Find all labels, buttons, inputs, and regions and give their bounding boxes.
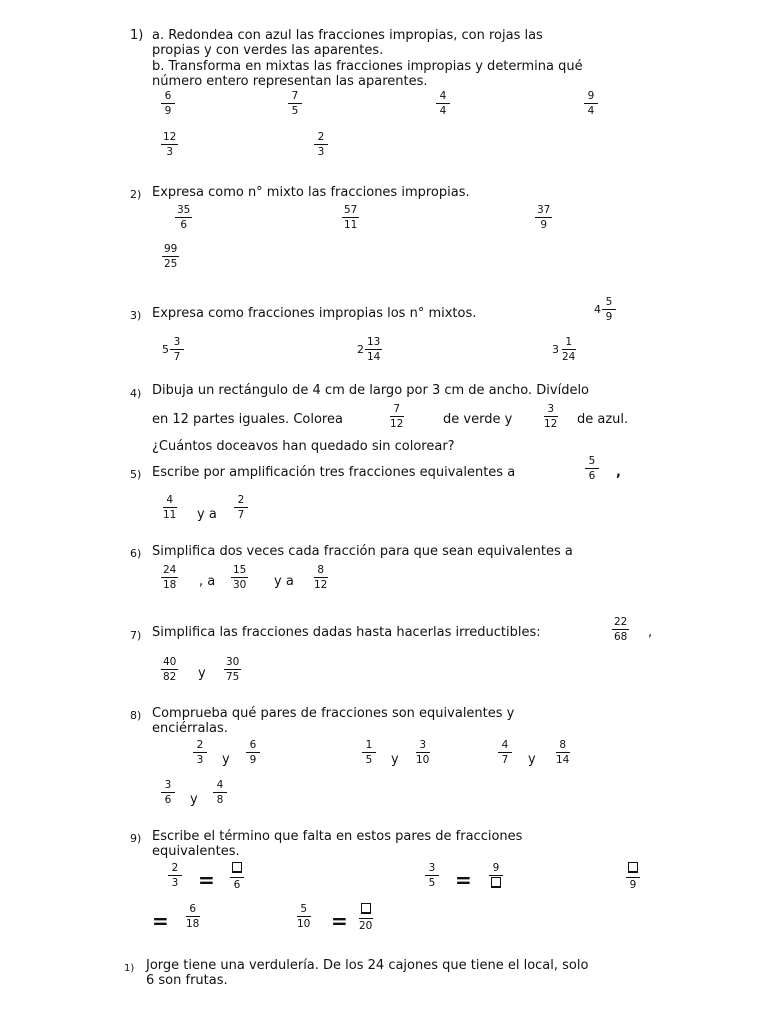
q10-number: 1) xyxy=(124,963,135,974)
q3-mixed-number: 2 13 14 xyxy=(357,336,381,363)
q4-fraction-green: $\frac{7}{12}$ xyxy=(390,403,404,430)
equals-sign: = xyxy=(152,909,169,933)
blank-box-icon[interactable] xyxy=(232,862,242,873)
q5-text: Escribe por amplificación tres fracciones equivalentes a xyxy=(152,465,516,480)
q9-fraction: $\frac{3}{5}$ xyxy=(425,862,439,889)
equals-sign: = xyxy=(198,868,215,892)
q5-comma: , xyxy=(616,465,621,480)
q3-number: 3) xyxy=(130,309,142,322)
q2-fraction: $\frac{37}{9}$ xyxy=(537,204,551,231)
q7-text: Simplifica las fracciones dadas hasta hacerlas irreductibles: xyxy=(152,625,541,640)
q7-comma: , xyxy=(648,625,653,640)
q7-y: y xyxy=(198,666,206,681)
q7-number: 7) xyxy=(130,629,142,642)
q4-fraction-blue: $\frac{3}{12}$ xyxy=(544,403,558,430)
q6-ya: y a xyxy=(274,574,294,589)
q1-number: 1) xyxy=(130,28,144,43)
q8-y: y xyxy=(190,792,198,807)
q9-fraction: $\frac{2}{3}$ xyxy=(168,862,182,889)
q4-line2a: en 12 partes iguales. Colorea xyxy=(152,412,343,427)
blank-box-icon[interactable] xyxy=(361,903,371,914)
q5-fraction: $\frac{2}{7}$ xyxy=(234,494,248,521)
q7-fraction: $\frac{22}{68}$ xyxy=(614,616,628,643)
q4-number: 4) xyxy=(130,387,142,400)
q8-fraction: $\frac{1}{5}$ xyxy=(362,739,376,766)
q9-fraction: $\frac{5}{10}$ xyxy=(297,903,311,930)
q9-fraction-missing-numerator: 6 xyxy=(230,862,244,891)
q3-mixed-number: 4 5 9 xyxy=(594,296,616,323)
blank-box-icon[interactable] xyxy=(628,862,638,873)
q1-fraction: $\frac{7}{5}$ xyxy=(288,90,302,117)
q6-number: 6) xyxy=(130,547,142,560)
q1-fraction: $\frac{12}{3}$ xyxy=(163,131,177,158)
q8-line2: enciérralas. xyxy=(152,721,228,736)
q5-number: 5) xyxy=(130,468,142,481)
q8-fraction: $\frac{8}{14}$ xyxy=(556,739,570,766)
q6-ca: , a xyxy=(199,574,216,589)
q7-fraction: $\frac{30}{75}$ xyxy=(226,656,240,683)
equals-sign: = xyxy=(455,868,472,892)
q2-text: Expresa como n° mixto las fracciones impropias. xyxy=(152,185,470,200)
q9-fraction-missing-numerator: 20 xyxy=(357,903,374,932)
q6-fraction: $\frac{15}{30}$ xyxy=(233,564,247,591)
q1-fraction: $\frac{4}{4}$ xyxy=(436,90,450,117)
q3-mixed-number: 5 3 7 xyxy=(162,336,184,363)
q8-fraction: $\frac{4}{8}$ xyxy=(213,779,227,806)
q8-number: 8) xyxy=(130,709,142,722)
q9-line2: equivalentes. xyxy=(152,844,240,859)
q2-fraction: $\frac{35}{6}$ xyxy=(177,204,191,231)
q6-text: Simplifica dos veces cada fracción para que sean equivalentes a xyxy=(152,544,573,559)
q5-fraction: $\frac{4}{11}$ xyxy=(163,494,177,521)
q8-fraction: $\frac{4}{7}$ xyxy=(498,739,512,766)
q9-fraction-missing-denominator: 9 xyxy=(489,862,503,891)
q4-line1: Dibuja un rectángulo de 4 cm de largo por 3 cm de ancho. Divídelo xyxy=(152,383,590,398)
q1-line-a2: propias y con verdes las aparentes. xyxy=(152,43,384,58)
blank-box-icon[interactable] xyxy=(491,877,501,888)
q8-fraction: $\frac{3}{6}$ xyxy=(161,779,175,806)
q10-line2: 6 son frutas. xyxy=(146,973,228,988)
q3-mixed-number: 3 1 24 xyxy=(552,336,576,363)
q9-fraction-missing-numerator: 9 xyxy=(626,862,640,891)
q8-fraction: $\frac{2}{3}$ xyxy=(193,739,207,766)
q1-line-b: b. Transforma en mixtas las fracciones impropias y determina qué xyxy=(152,59,583,74)
q9-line1: Escribe el término que falta en estos pares de fracciones xyxy=(152,829,523,844)
q7-fraction: $\frac{40}{82}$ xyxy=(163,656,177,683)
q4-line2c: de azul. xyxy=(577,412,629,427)
q4-line2b: de verde y xyxy=(443,412,513,427)
q5-ya: y a xyxy=(197,507,217,522)
q4-line3: ¿Cuántos doceavos han quedado sin colorear? xyxy=(152,439,455,454)
q3-text: Expresa como fracciones impropias los n° mixtos. xyxy=(152,306,477,321)
q1-line-b2: número entero representan las aparentes. xyxy=(152,74,428,89)
q6-fraction: $\frac{24}{18}$ xyxy=(163,564,177,591)
q8-fraction: $\frac{6}{9}$ xyxy=(246,739,260,766)
q1-fraction: $\frac{2}{3}$ xyxy=(314,131,328,158)
q2-fraction: $\frac{57}{11}$ xyxy=(344,204,358,231)
q9-number: 9) xyxy=(130,832,142,845)
q5-fraction: $\frac{5}{6}$ xyxy=(585,455,599,482)
q10-line1: Jorge tiene una verdulería. De los 24 cajones que tiene el local, solo xyxy=(146,958,589,973)
q9-fraction: $\frac{6}{18}$ xyxy=(186,903,200,930)
q2-fraction: $\frac{99}{25}$ xyxy=(164,243,178,270)
q2-number: 2) xyxy=(130,188,142,201)
q1-line-a: a. Redondea con azul las fracciones impropias, con rojas las xyxy=(152,28,543,43)
q1-fraction: $\frac{9}{4}$ xyxy=(584,90,598,117)
q8-y: y xyxy=(528,752,536,767)
q6-fraction: $\frac{8}{12}$ xyxy=(314,564,328,591)
q8-fraction: $\frac{3}{10}$ xyxy=(416,739,430,766)
q8-y: y xyxy=(391,752,399,767)
q8-line1: Comprueba qué pares de fracciones son equivalentes y xyxy=(152,706,515,721)
q1-fraction: $\frac{6}{9}$ xyxy=(161,90,175,117)
q8-y: y xyxy=(222,752,230,767)
equals-sign: = xyxy=(331,909,348,933)
